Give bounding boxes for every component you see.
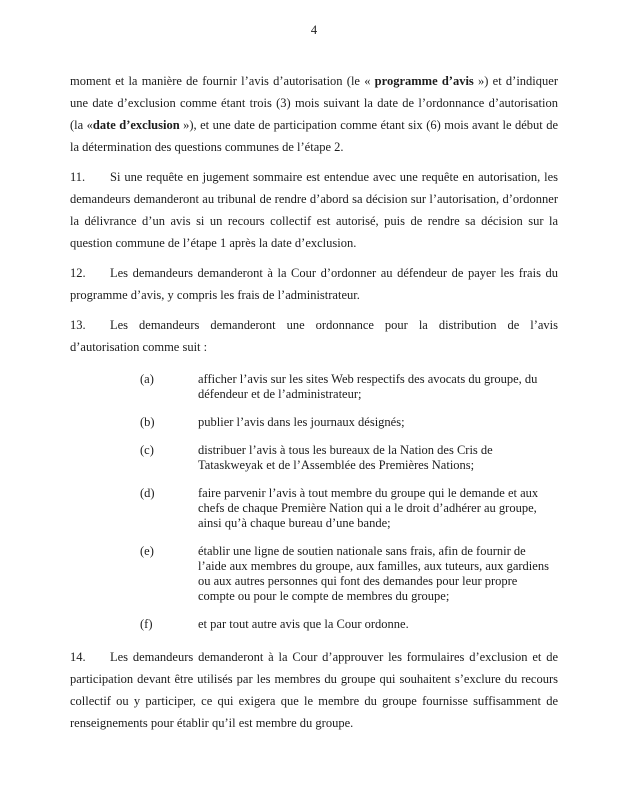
paragraph-13-text: Les demandeurs demanderont une ordonnance pour la distribution de l’avis d’autorisation comme suit : xyxy=(70,318,558,354)
list-item-b-text: publier l’avis dans les journaux désignés; xyxy=(198,415,405,429)
list-item-e-text: établir une ligne de soutien nationale sans frais, afin de fournir de l’aide aux membres du groupe, aux familles, aux tuteurs, aux gardiens ou aux autres personnes qui font des demandes pour leur propre compte ou pour le compte de membres du groupe; xyxy=(198,544,549,603)
list-item-a xyxy=(140,372,558,402)
intro-bold-programme-avis: programme d’avis xyxy=(374,74,474,88)
list-item-d-label: (d) xyxy=(140,486,155,500)
paragraph-13 xyxy=(70,314,558,358)
intro-bold-date-exclusion: date d’exclusion xyxy=(92,118,180,132)
list-item-f xyxy=(140,617,558,632)
paragraph-12 xyxy=(70,262,558,306)
paragraph-11-number: 11. xyxy=(70,170,86,184)
paragraph-14-text: Les demandeurs demanderont à la Cour d’approuver les formulaires d’exclusion et de participation devant être utilisés par les membres du groupe qui souhaitent s’exclure du recours collectif ou y participer, ce qui exigera que le membre du groupe fournisse suffisamment de renseignements pour établir qu’il est membre du groupe. xyxy=(70,650,558,730)
list-item-b-label: (b) xyxy=(140,415,155,429)
list-item-f-text: et par tout autre avis que la Cour ordonne. xyxy=(198,617,409,631)
list-item-c xyxy=(140,443,558,473)
intro-text-part2: ») et d’indiquer une date d’exclusion comme étant trois (3) mois suivant la date de l’ordonnance d’autorisation (la « xyxy=(70,74,558,132)
page-number: 4 xyxy=(310,23,318,37)
list-item-c-label: (c) xyxy=(140,443,154,457)
list-item-a-text: afficher l’avis sur les sites Web respectifs des avocats du groupe, du défendeur et de l’administrateur; xyxy=(198,372,538,401)
list-item-e-label: (e) xyxy=(140,544,154,558)
intro-text-part1: moment et la manière de fournir l’avis d’autorisation (le « xyxy=(70,74,375,88)
list-item-d xyxy=(140,486,558,531)
list-item-f-label: (f) xyxy=(140,617,153,631)
paragraph-14 xyxy=(70,646,558,734)
list-item-e xyxy=(140,544,558,604)
paragraph-12-text: Les demandeurs demanderont à la Cour d’ordonner au défendeur de payer les frais du programme d’avis, y compris les frais de l’administrateur. xyxy=(70,266,558,302)
intro-paragraph xyxy=(70,70,558,158)
list-item-a-label: (a) xyxy=(140,372,154,386)
paragraph-11 xyxy=(70,166,558,254)
paragraph-12-number: 12. xyxy=(70,266,86,280)
paragraph-13-number: 13. xyxy=(70,318,86,332)
list-item-c-text: distribuer l’avis à tous les bureaux de la Nation des Cris de Tataskweyak et de l’Assemblée des Premières Nations; xyxy=(198,443,493,472)
intro-text-part3: »), et une date de participation comme étant six (6) mois avant le début de la détermination des questions communes de l’étape 2. xyxy=(70,118,558,154)
paragraph-14-number: 14. xyxy=(70,650,86,664)
distribution-list xyxy=(140,372,558,632)
paragraph-11-text: Si une requête en jugement sommaire est entendue avec une requête en autorisation, les demandeurs demanderont au tribunal de rendre d’abord sa décision sur l’autorisation, d’ordonner la délivrance d’un avis si un recours collectif est autorisé, puis de rendre sa décision sur la question commune de l’étape 1 après la date d’exclusion. xyxy=(70,170,558,250)
list-item-b xyxy=(140,415,558,430)
list-item-d-text: faire parvenir l’avis à tout membre du groupe qui le demande et aux chefs de chaque Première Nation qui a le droit d’adhérer au groupe, ainsi qu’à chaque bureau d’une bande; xyxy=(198,486,539,530)
